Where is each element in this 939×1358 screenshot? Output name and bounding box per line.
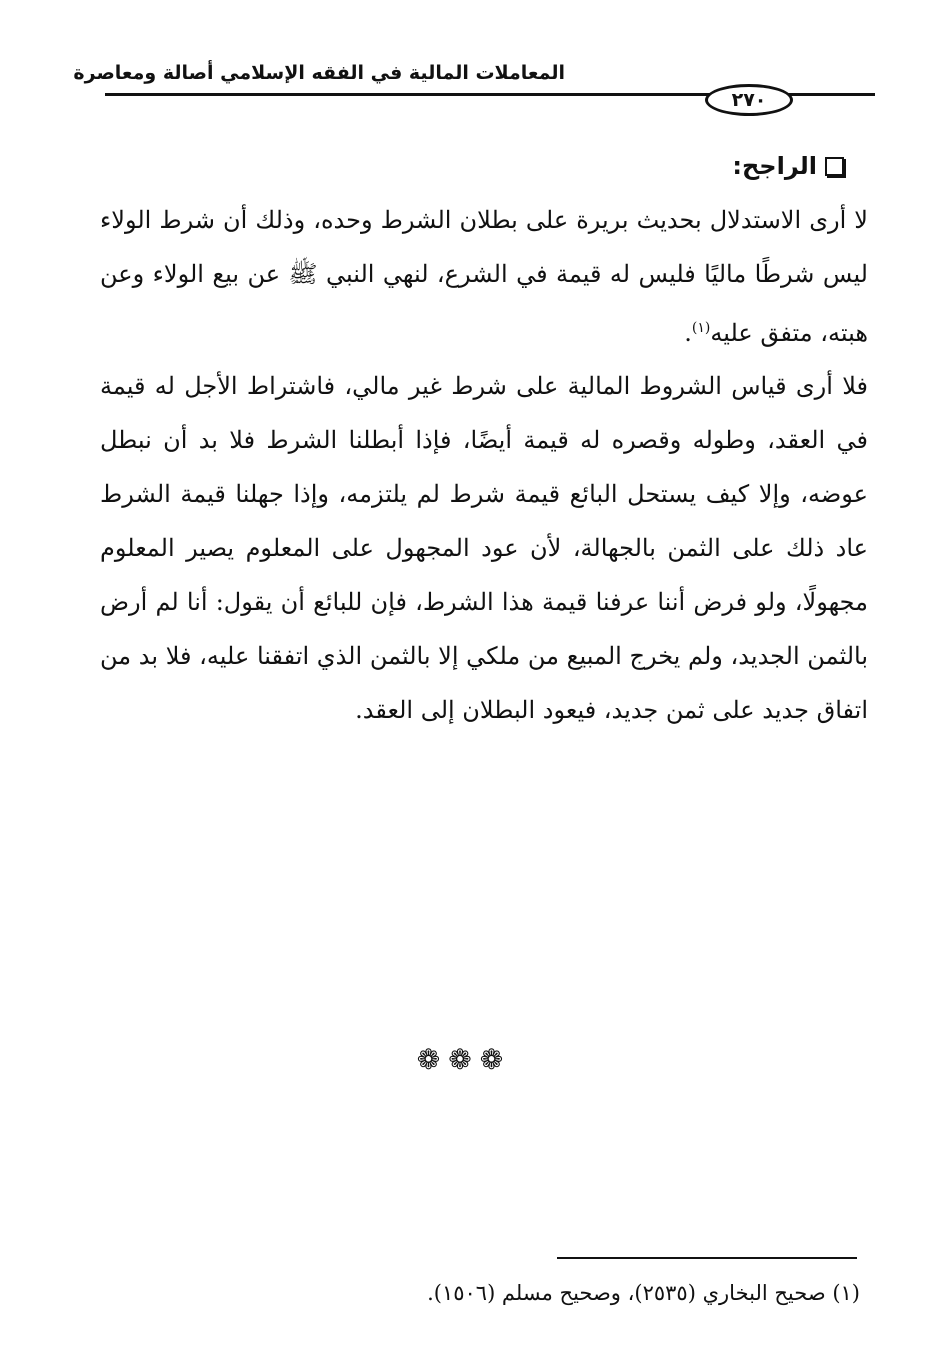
paragraph-2: فلا أرى قياس الشروط المالية على شرط غير مالي، فاشتراط الأجل له قيمة في العقد، وطوله وقصره له قيمة أيضًا، فإذا أبطلنا الشرط فلا بد أن نبطل عوضه، وإلا كيف يستحل البائع قيمة شرط لم يلتزمه، وإذا جهلنا قيمة الشرط عاد ذلك على الثمن بالجهالة، لأن عود المجهول على المعلوم يصير المعلوم مجهولًا، ولو فرض أننا عرفنا قيمة هذا الشرط، فإن للبائع أن يقول: أنا لم أرض بالثمن الجديد، ولم يخرج المبيع من ملكي إلا بالثمن الذي اتفقنا عليه، فلا بد من اتفاق جديد على ثمن جديد، فيعود البطلان إلى العقد. [100,372,868,724]
paragraph-1-text: لا أرى الاستدلال بحديث بريرة على بطلان الشرط وحده، وذلك أن شرط الولاء ليس شرطًا ماليًا فليس له قيمة في الشرع، لنهي النبي ﷺ عن بيع الولاء وعن هبته، متفق عليه [100,206,868,347]
checkbox-bullet-icon [825,157,844,176]
running-header-title: المعاملات المالية في الفقه الإسلامي أصالة ومعاصرة [73,62,565,84]
footnote-rule [557,1257,857,1259]
section-heading-label: الراجح: [732,152,817,180]
section-heading [732,148,844,184]
footnote: (١) صحيح البخاري (٢٥٣٥)، وصحيح مسلم (١٥٠٦). [427,1281,860,1305]
ornament-separator: ❁❁❁ [416,1043,512,1076]
page-number: ٢٧٠ [705,84,793,116]
paragraph-1-end: . [684,319,692,347]
paragraph-1 [100,193,868,360]
footnote-reference: (١) [691,320,711,336]
